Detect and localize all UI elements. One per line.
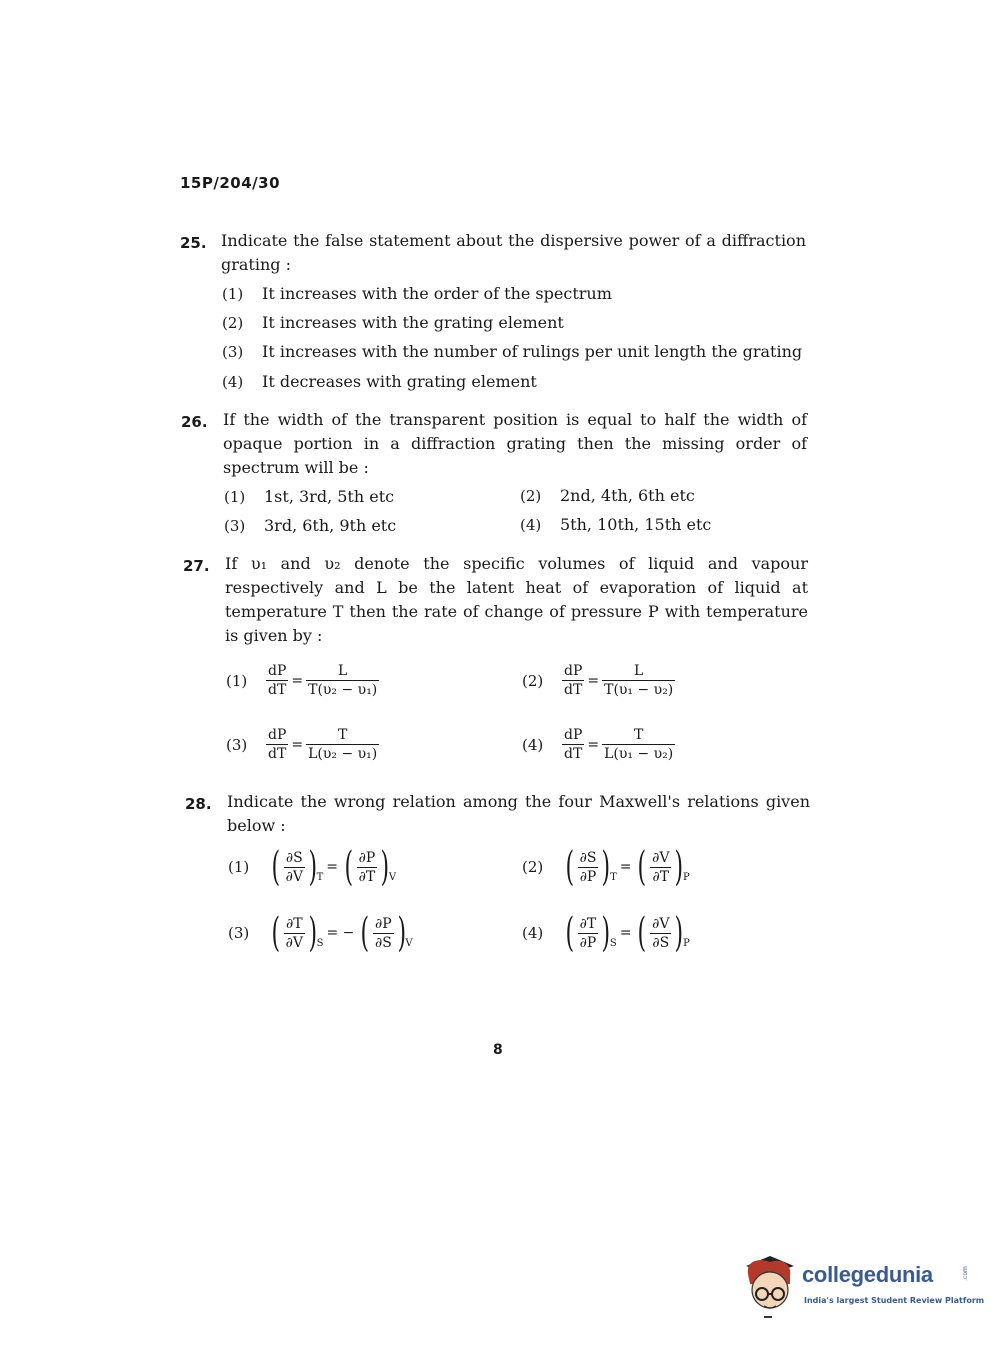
q27-option-3: (3) $\frac{dP}{dT}$ = $\frac{T}{\text{L(υ₂ − υ₁)}}$ <box>226 727 378 762</box>
q27-2-rhs: $\frac{L}{\text{T(υ₁ − υ₂)}}$ <box>604 663 674 698</box>
q27-option-1: (1) $\frac{dP}{dT}$ = $\frac{L}{\text{T(υ₂ − υ₁)}}$ <box>226 663 378 698</box>
q27-3-lhs: $\frac{dP}{dT}$ <box>268 727 287 762</box>
q25-option-1: (1) It increases with the order of the spectrum <box>222 284 612 303</box>
q28-option-1: (1) ( $\frac{\partial S}{\partial V}$ ) T = ( $\frac{\partial P}{\partial T}$ ) V <box>228 844 397 890</box>
q27-1-rhs: $\frac{L}{\text{T(υ₂ − υ₁)}}$ <box>308 663 378 698</box>
q27-3-rhs: $\frac{T}{\text{L(υ₂ − υ₁)}}$ <box>308 727 378 762</box>
q28-option-2: (2) ( $\frac{\partial S}{\partial P}$ ) T = ( $\frac{\partial V}{\partial T}$ ) P <box>522 844 690 890</box>
page-number: 8 <box>493 1042 503 1058</box>
question-text-28: Indicate the wrong relation among the four Maxwell's relations given below : <box>227 792 810 835</box>
q25-option-3: (3) It increases with the number of rulings per unit length the grating <box>222 342 803 361</box>
q27-option-4: (4) $\frac{dP}{dT}$ = $\frac{T}{\text{L(υ₁ − υ₂)}}$ <box>522 727 674 762</box>
q27-option-2: (2) $\frac{dP}{dT}$ = $\frac{L}{\text{T(υ₁ − υ₂)}}$ <box>522 663 674 698</box>
q27-1-lhs: $\frac{dP}{dT}$ <box>268 663 287 698</box>
q28-option-3: (3) ( $\frac{\partial T}{\partial V}$ ) S = − ( $\frac{\partial P}{\partial S}$ ) V <box>228 910 413 956</box>
question-number-28: 28. <box>185 795 212 813</box>
question-number-27: 27. <box>183 557 210 575</box>
q25-option-2: (2) It increases with the grating element <box>222 313 564 332</box>
q26-option-3: (3) 3rd, 6th, 9th etc <box>224 516 397 535</box>
q28-option-4: (4) ( $\frac{\partial T}{\partial P}$ ) S = ( $\frac{\partial V}{\partial S}$ ) P <box>522 910 690 956</box>
q26-option-2: (2) 2nd, 4th, 6th etc <box>520 486 695 505</box>
q27-2-lhs: $\frac{dP}{dT}$ <box>564 663 583 698</box>
question-number-25: 25. <box>180 234 207 252</box>
paper-code: 15P/204/30 <box>180 174 281 192</box>
collegedunia-mascot-icon <box>740 1250 800 1322</box>
question-text-27: If υ₁ and υ₂ denote the specific volumes of liquid and vapour respectively and L be the latent heat of evaporation of liquid at temperature T then the rate of change of pressure P with temperature is given by : <box>225 554 808 645</box>
question-text-25: Indicate the false statement about the dispersive power of a diffraction grating : <box>221 231 806 274</box>
q26-option-4: (4) 5th, 10th, 15th etc <box>520 515 712 534</box>
q26-option-1: (1) 1st, 3rd, 5th etc <box>224 487 395 506</box>
q25-option-4: (4) It decreases with grating element <box>222 372 537 391</box>
watermark-brand: collegedunia <box>802 1262 933 1287</box>
question-text-26: If the width of the transparent position is equal to half the width of opaque portion in a diffraction grating then the missing order of spectrum will be : <box>223 410 807 477</box>
question-number-26: 26. <box>181 413 208 431</box>
q27-4-lhs: $\frac{dP}{dT}$ <box>564 727 583 762</box>
watermark-suffix: .com <box>961 1266 969 1281</box>
watermark-tagline: India's largest Student Review Platform <box>804 1296 985 1305</box>
q27-4-rhs: $\frac{T}{\text{L(υ₁ − υ₂)}}$ <box>604 727 674 762</box>
